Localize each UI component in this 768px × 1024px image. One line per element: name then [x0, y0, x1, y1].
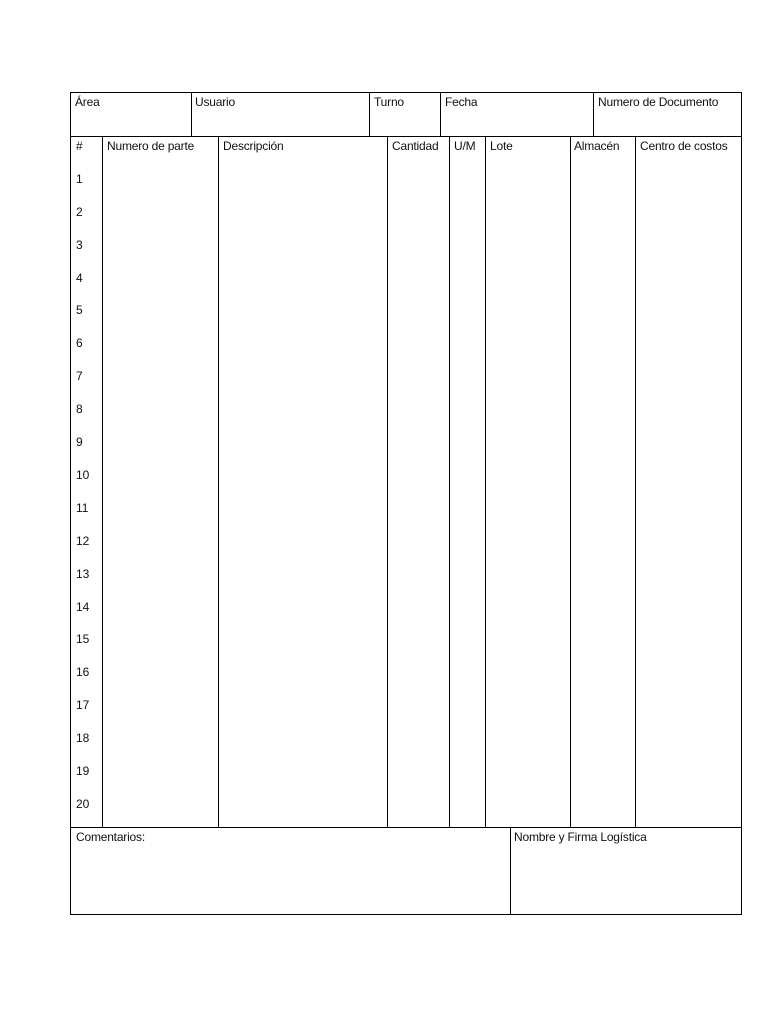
column-header-cantidad: Cantidad [392, 139, 439, 153]
footer-top-border [71, 827, 741, 828]
header-divider [593, 93, 594, 137]
row-number: 2 [76, 205, 83, 219]
row-number: 13 [76, 567, 90, 581]
row-number: 10 [76, 468, 90, 482]
fecha-field-label: Fecha [445, 95, 478, 109]
column-divider [387, 136, 388, 827]
requisition-form [70, 92, 742, 915]
header-divider [191, 93, 192, 137]
row-number: 1 [76, 172, 83, 186]
row-number: 19 [76, 764, 90, 778]
column-header-descripcion: Descripción [223, 139, 284, 153]
column-divider [485, 136, 486, 827]
column-header-almacen: Almacén [574, 139, 620, 153]
area-field-label: Área [75, 95, 100, 109]
column-header-num: # [76, 139, 83, 153]
column-header-numero-parte: Numero de parte [107, 139, 195, 153]
row-number: 12 [76, 534, 90, 548]
column-header-um: U/M [454, 139, 476, 153]
turno-field-label: Turno [374, 95, 404, 109]
row-number: 6 [76, 336, 83, 350]
column-divider [449, 136, 450, 827]
row-number: 14 [76, 600, 90, 614]
header-divider [369, 93, 370, 137]
numero-documento-field-label: Numero de Documento [598, 95, 719, 109]
row-number: 20 [76, 797, 90, 811]
row-number: 8 [76, 402, 83, 416]
row-number: 5 [76, 303, 83, 317]
firma-logistica-label: Nombre y Firma Logística [514, 830, 647, 844]
column-header-lote: Lote [490, 139, 513, 153]
row-number: 3 [76, 238, 83, 252]
row-number: 7 [76, 369, 83, 383]
row-number: 18 [76, 731, 90, 745]
header-divider [440, 93, 441, 137]
column-divider [635, 136, 636, 827]
column-divider [570, 136, 571, 827]
row-number: 11 [76, 501, 89, 515]
column-divider [102, 136, 103, 827]
row-number: 15 [76, 632, 90, 646]
usuario-field-label: Usuario [195, 95, 235, 109]
column-divider [218, 136, 219, 827]
row-number: 9 [76, 435, 83, 449]
comentarios-label: Comentarios: [76, 830, 145, 844]
row-number: 16 [76, 665, 90, 679]
row-number: 17 [76, 698, 90, 712]
column-header-centro-costos: Centro de costos [640, 139, 728, 153]
footer-divider [510, 827, 511, 915]
row-number: 4 [76, 271, 83, 285]
header-bottom-border [71, 136, 741, 137]
